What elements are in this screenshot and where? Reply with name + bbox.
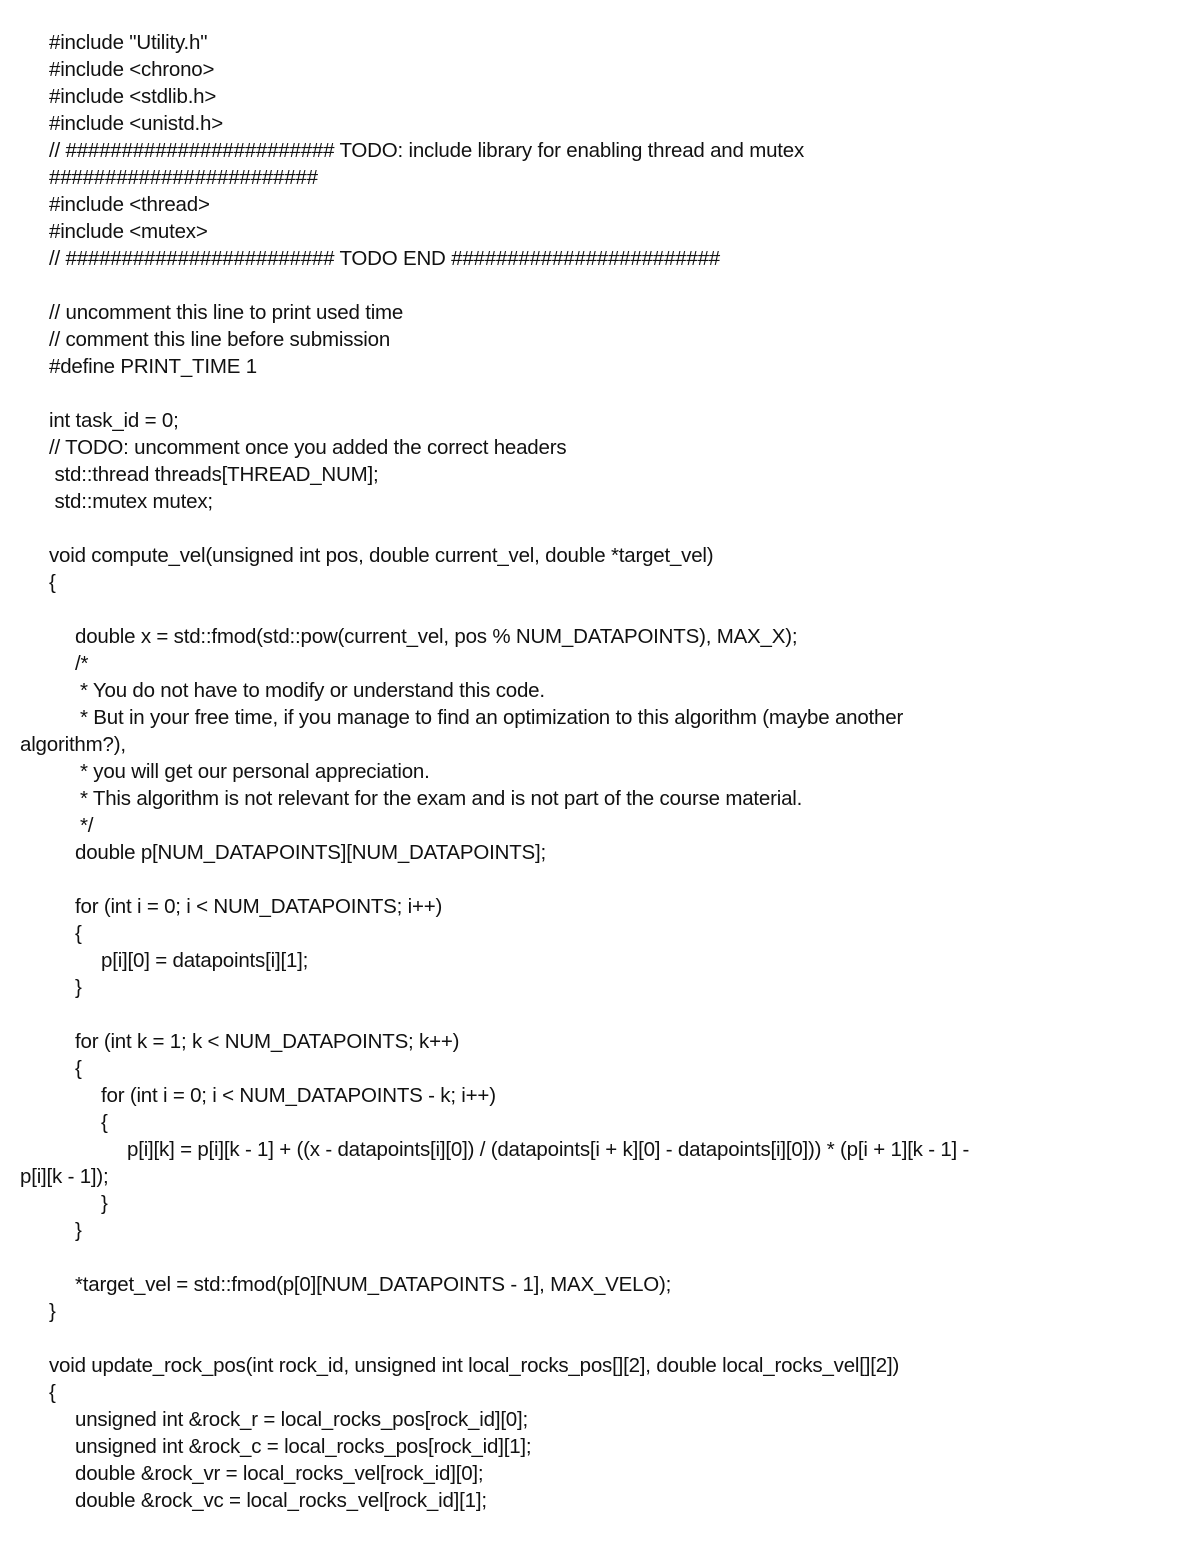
code-line: for (int i = 0; i < NUM_DATAPOINTS - k; i++) [101,1084,496,1107]
code-line: // ######################## TODO END ######################## [49,247,720,270]
blank-line [0,1325,1200,1352]
code-line: { [101,1111,108,1134]
code-document [0,29,1200,1514]
blank-line [0,272,1200,299]
code-line: * you will get our personal appreciation. [80,760,430,783]
code-line: double p[NUM_DATAPOINTS][NUM_DATAPOINTS]; [75,841,546,864]
code-line: double &rock_vc = local_rocks_vel[rock_id][1]; [75,1489,487,1512]
code-line: unsigned int &rock_c = local_rocks_pos[rock_id][1]; [75,1435,532,1458]
code-line: #include <stdlib.h> [49,85,217,108]
code-line: // uncomment this line to print used time [49,301,404,324]
code-line: p[i][k - 1]); [20,1165,109,1188]
code-line: */ [80,814,94,837]
code-line: { [75,922,82,945]
code-line: // TODO: uncomment once you added the correct headers [49,436,567,459]
code-line: ######################## [49,166,318,189]
code-line: #include <chrono> [49,58,215,81]
code-line: double &rock_vr = local_rocks_vel[rock_id][0]; [75,1462,484,1485]
code-line: void compute_vel(unsigned int pos, double current_vel, double *target_vel) [49,544,714,567]
code-line: #include "Utility.h" [49,31,208,54]
code-line: * You do not have to modify or understand this code. [80,679,545,702]
blank-line [0,1001,1200,1028]
code-line: p[i][k] = p[i][k - 1] + ((x - datapoints[i][0]) / (datapoints[i + k][0] - datapoints[i][0])) * (p[i + 1][k - 1] - [127,1138,970,1161]
code-line: } [49,1300,56,1323]
code-line: // ######################## TODO: include library for enabling thread and mutex [49,139,805,162]
blank-line [0,866,1200,893]
blank-line [0,596,1200,623]
code-line: { [49,571,56,594]
code-line: int task_id = 0; [49,409,179,432]
code-line: { [75,1057,82,1080]
code-line: } [101,1192,108,1215]
code-line: * But in your free time, if you manage to find an optimization to this algorithm (maybe another [80,706,904,729]
code-line: void update_rock_pos(int rock_id, unsigned int local_rocks_pos[][2], double local_rocks_vel[][2]) [49,1354,900,1377]
code-line: #include <thread> [49,193,210,216]
code-line: } [75,976,82,999]
blank-line [0,1244,1200,1271]
code-line: * This algorithm is not relevant for the exam and is not part of the course material. [80,787,803,810]
code-line: double x = std::fmod(std::pow(current_vel, pos % NUM_DATAPOINTS), MAX_X); [75,625,798,648]
code-line: } [75,1219,82,1242]
code-line: #include <mutex> [49,220,208,243]
code-line: *target_vel = std::fmod(p[0][NUM_DATAPOINTS - 1], MAX_VELO); [75,1273,672,1296]
code-line: { [49,1381,56,1404]
code-line: #include <unistd.h> [49,112,224,135]
code-line: p[i][0] = datapoints[i][1]; [101,949,309,972]
code-line: unsigned int &rock_r = local_rocks_pos[rock_id][0]; [75,1408,529,1431]
code-line: std::thread threads[THREAD_NUM]; [49,463,379,486]
code-line: /* [75,652,89,675]
code-line: // comment this line before submission [49,328,391,351]
code-line: #define PRINT_TIME 1 [49,355,257,378]
blank-line [0,515,1200,542]
code-line: algorithm?), [20,733,126,756]
code-line: for (int i = 0; i < NUM_DATAPOINTS; i++) [75,895,443,918]
code-line: std::mutex mutex; [49,490,213,513]
blank-line [0,380,1200,407]
code-line: for (int k = 1; k < NUM_DATAPOINTS; k++) [75,1030,460,1053]
